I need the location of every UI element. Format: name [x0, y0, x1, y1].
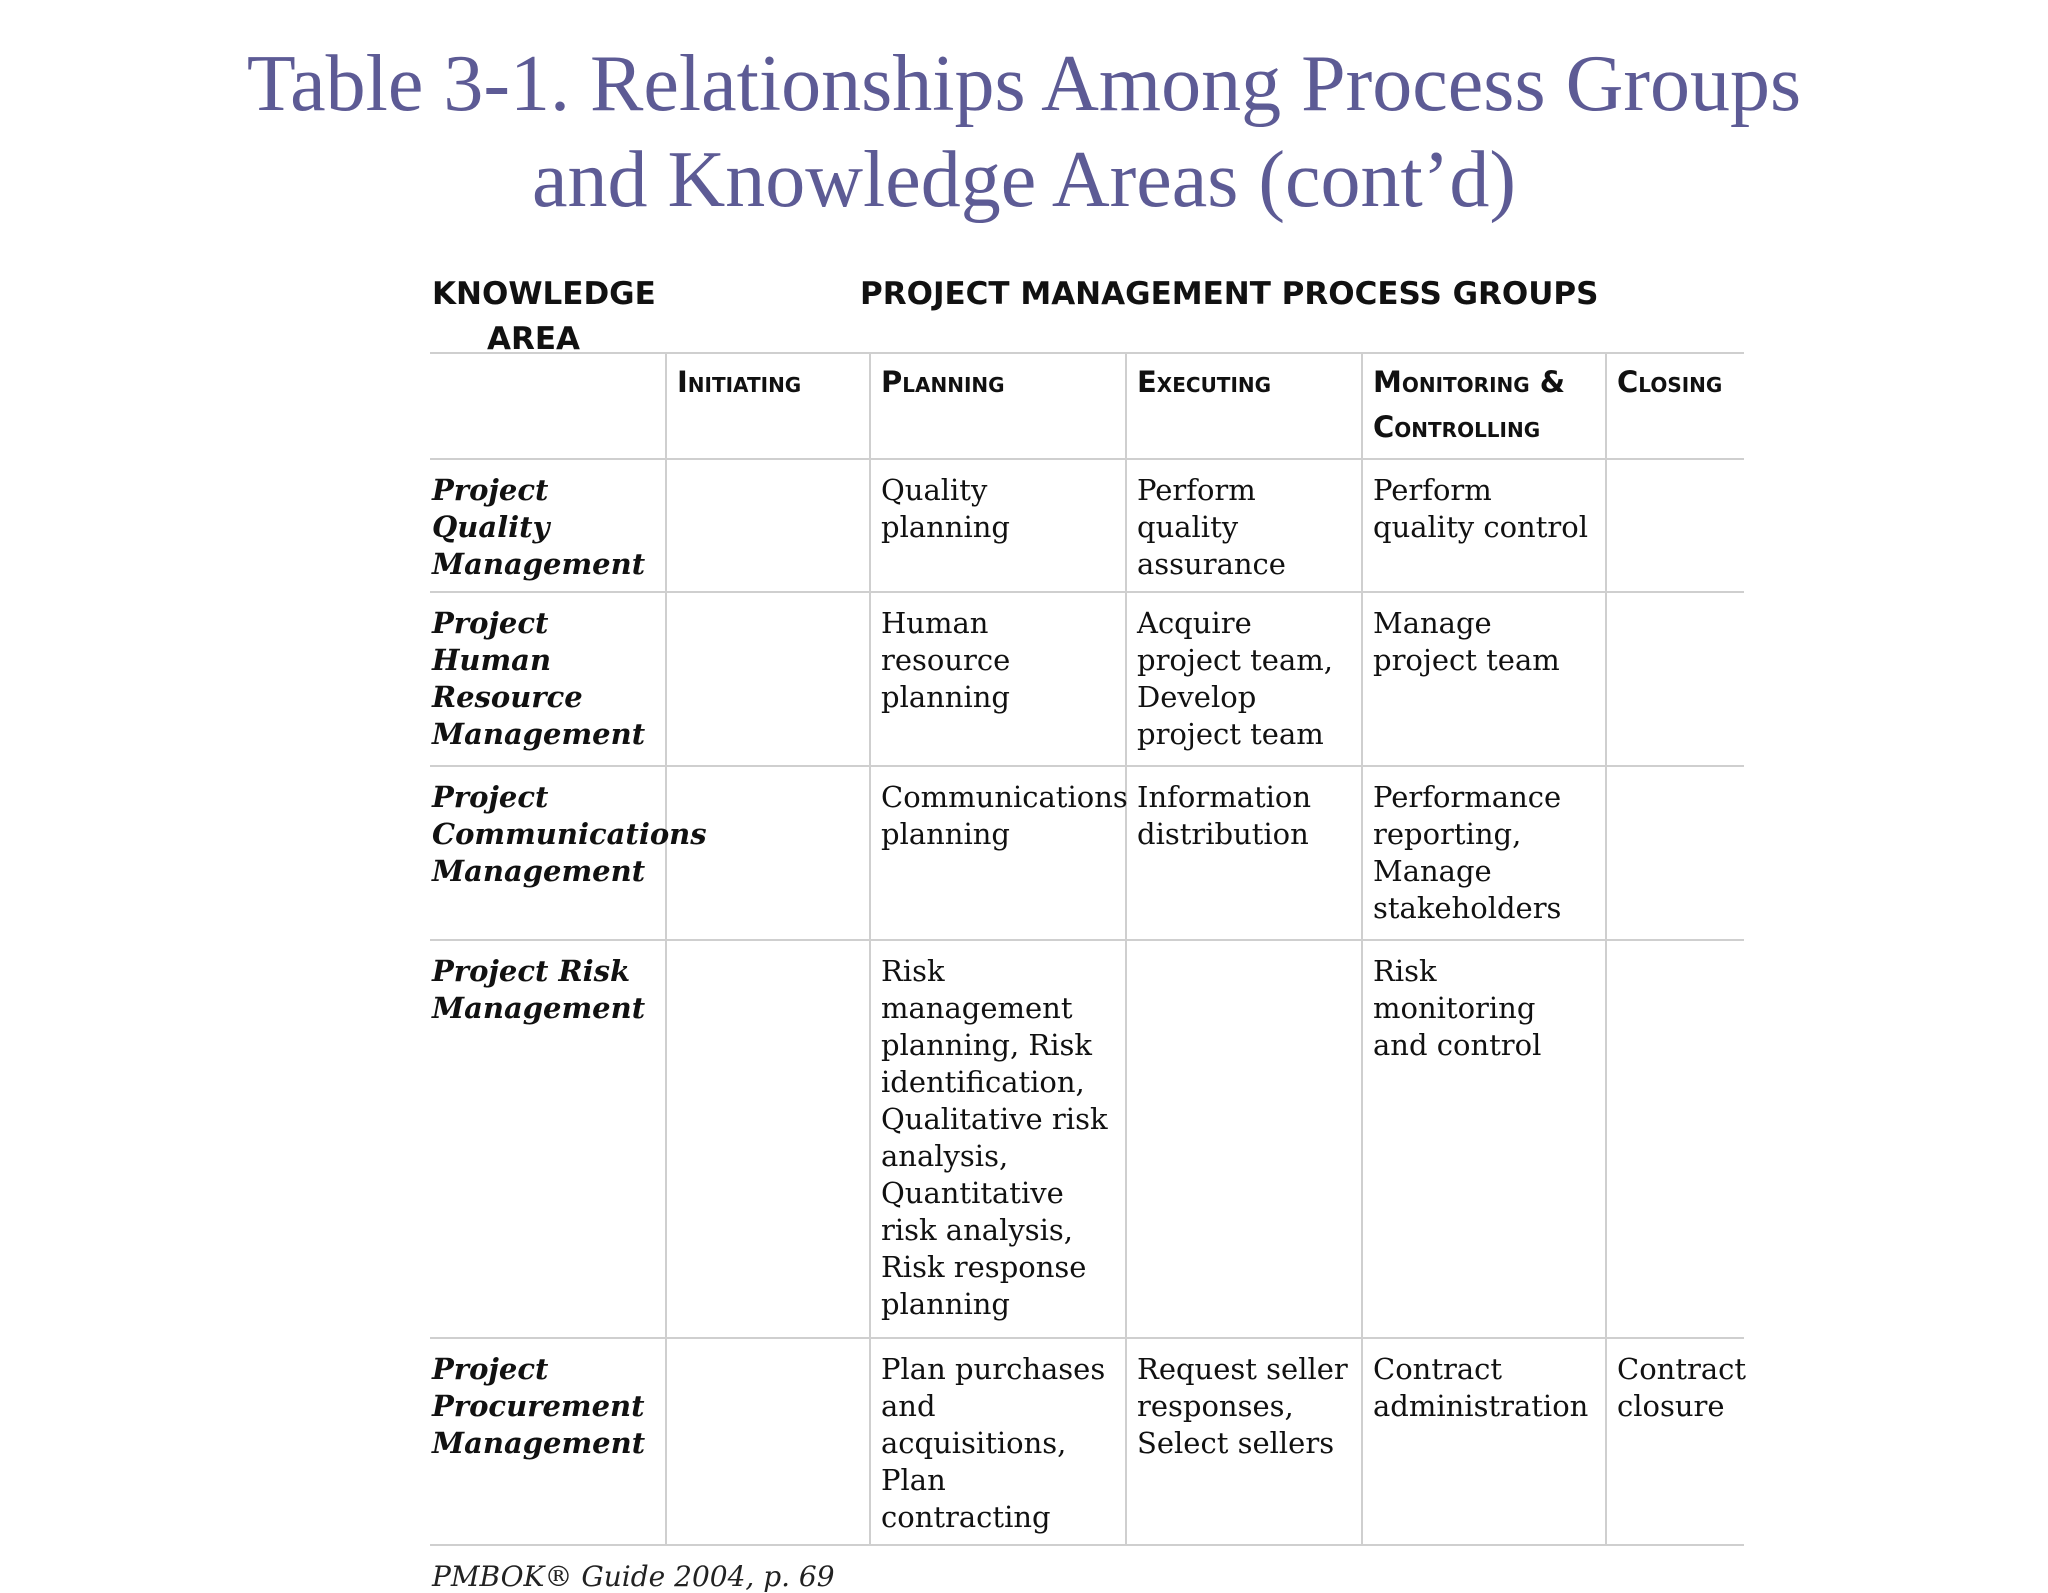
table-row	[430, 592, 1744, 766]
table-cell: Request seller responses, Select sellers	[1126, 1338, 1362, 1545]
table-cell: Communications planning	[870, 766, 1126, 940]
table-cell: Information distribution	[1126, 766, 1362, 940]
table-cell: Performance reporting, Manage stakeholders	[1362, 766, 1606, 940]
row-label: Project Communications Management	[430, 766, 666, 940]
table-cell: Quality planning	[870, 459, 1126, 592]
row-label: Project Procurement Management	[430, 1338, 666, 1545]
row-label: Project Quality Management	[430, 459, 666, 592]
column-header-row	[430, 353, 1744, 459]
table-cell	[666, 592, 870, 766]
knowledge-area-header	[432, 272, 656, 362]
table-top-header	[430, 264, 1744, 357]
table-cell: Perform quality control	[1362, 459, 1606, 592]
process-grid	[430, 352, 1747, 1546]
title-line-2: and Knowledge Areas (cont’d)	[531, 136, 1517, 224]
table-cell: Human resource planning	[870, 592, 1126, 766]
column-header-executing: Executing	[1126, 353, 1362, 459]
table-cell	[1606, 766, 1744, 940]
table-cell: Acquire project team, Develop project team	[1126, 592, 1362, 766]
table-cell: Manage project team	[1362, 592, 1606, 766]
column-header-monitoring-controlling: Monitoring & Controlling	[1362, 353, 1606, 459]
table-row	[430, 459, 1744, 592]
table-cell	[666, 940, 870, 1338]
table-cell	[666, 459, 870, 592]
column-header-initiating: Initiating	[666, 353, 870, 459]
relationships-table	[430, 264, 1747, 1593]
table-cell	[1606, 459, 1744, 592]
knowledge-area-header-line-2: AREA	[487, 321, 581, 357]
table-cell	[1126, 940, 1362, 1338]
slide-title	[0, 36, 2048, 228]
table-row	[430, 766, 1744, 940]
row-label: Project Risk Management	[430, 940, 666, 1338]
table-cell	[666, 1338, 870, 1545]
title-line-1: Table 3-1. Relationships Among Process Groups	[246, 40, 1802, 128]
column-header-planning: Planning	[870, 353, 1126, 459]
table-row	[430, 940, 1744, 1338]
column-header-empty	[430, 353, 666, 459]
table-cell: Perform quality assurance	[1126, 459, 1362, 592]
column-header-closing: Closing	[1606, 353, 1744, 459]
table-row	[430, 1338, 1744, 1545]
table-cell: Risk management planning, Risk identification, Qualitative risk analysis, Quantitative risk analysis, Risk response planning	[870, 940, 1126, 1338]
source-citation: PMBOK® Guide 2004, p. 69	[432, 1560, 835, 1593]
table-cell: Risk monitoring and control	[1362, 940, 1606, 1338]
process-groups-header: PROJECT MANAGEMENT PROCESS GROUPS	[860, 276, 1599, 312]
table-cell: Contract administration	[1362, 1338, 1606, 1545]
table-cell	[1606, 940, 1744, 1338]
table-cell: Plan purchases and acquisitions, Plan contracting	[870, 1338, 1126, 1545]
table-cell: Contract closure	[1606, 1338, 1744, 1545]
row-label: Project Human Resource Management	[430, 592, 666, 766]
table-cell	[666, 766, 870, 940]
knowledge-area-header-line-1: KNOWLEDGE	[432, 276, 656, 312]
table-cell	[1606, 592, 1744, 766]
